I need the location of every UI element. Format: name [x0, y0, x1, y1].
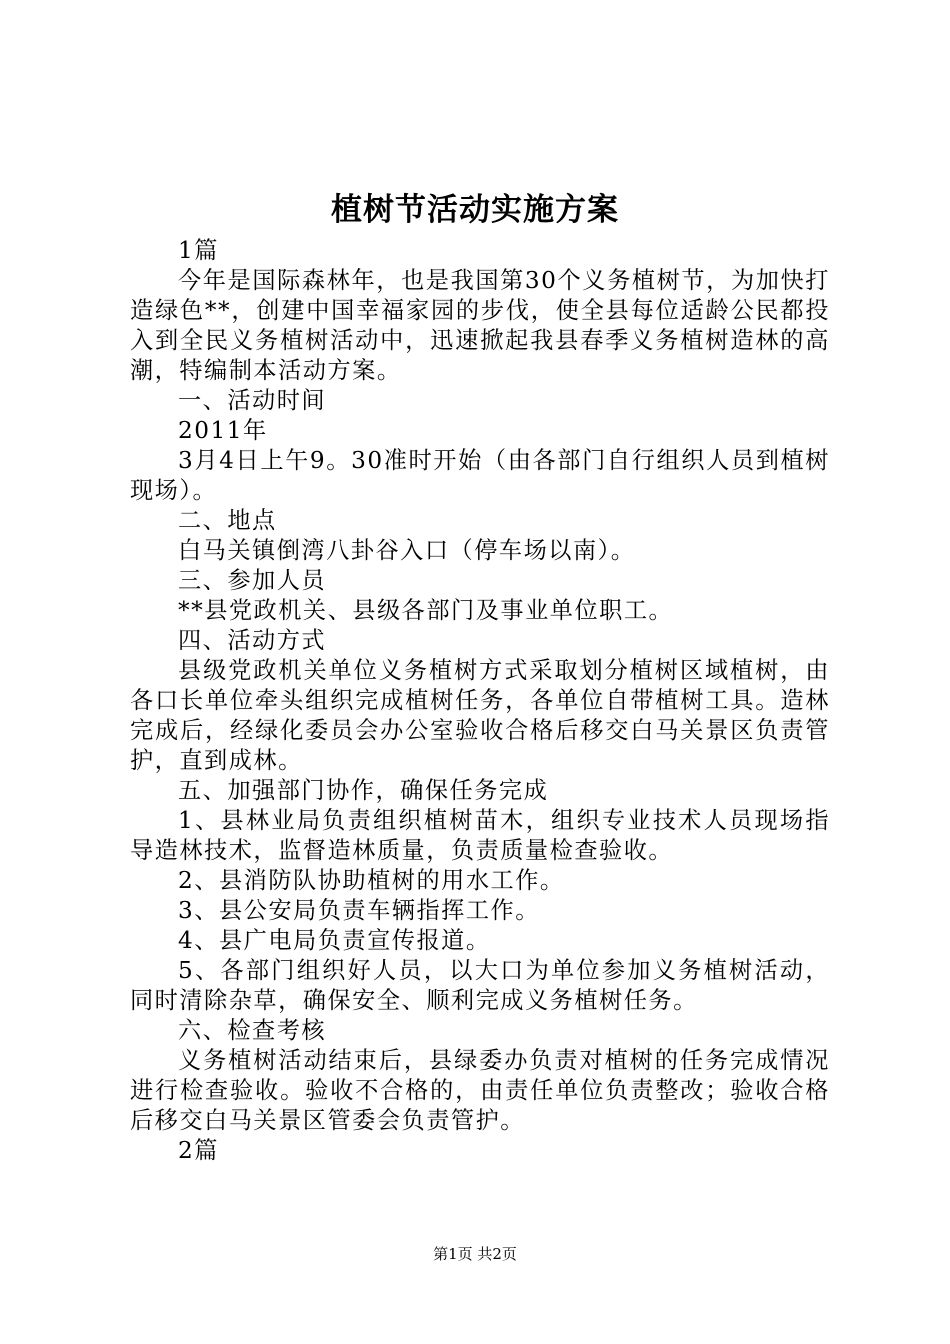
list-item-fire-brigade: 2、县消防队协助植树的用水工作。: [178, 867, 565, 894]
paragraph-activity-method: 县级党政机关单位义务植树方式采取划分植树区域植树，由各口长单位牵头组织完成植树任务，各单位自带植树工具。造林完成后，经绿化委员会办公室验收合格后移交白马关景区负责管护，直到成林。: [130, 657, 830, 774]
page-footer: 第1页 共2页: [433, 1245, 517, 1263]
paragraph-year: 2011年: [178, 417, 268, 444]
heading-cooperation: 五、加强部门协作，确保任务完成: [178, 777, 549, 804]
paragraph-intro: 今年是国际森林年，也是我国第30个义务植树节，为加快打造绿色**，创建中国幸福家园的步伐，使全县每位适龄公民都投入到全民义务植树活动中，迅速掀起我县春季义务植树造林的高潮，特编制本活动方案。: [130, 267, 830, 384]
paragraph-part-1-label: 1篇: [178, 237, 219, 264]
list-item-forestry-bureau: 1、县林业局负责组织植树苗木，组织专业技术人员现场指导造林技术，监督造林质量，负责质量检查验收。: [130, 807, 830, 864]
list-item-departments: 5、各部门组织好人员，以大口为单位参加义务植树活动，同时清除杂草，确保安全、顺利完成义务植树任务。: [130, 957, 830, 1014]
heading-activity-method: 四、活动方式: [178, 627, 327, 654]
heading-activity-time: 一、活动时间: [178, 387, 327, 414]
paragraph-location: 白马关镇倒湾八卦谷入口（停车场以南）。: [178, 537, 636, 564]
heading-location: 二、地点: [178, 507, 277, 534]
document-title: 植树节活动实施方案: [331, 192, 619, 228]
paragraph-part-2-label: 2篇: [178, 1137, 219, 1164]
paragraph-inspection: 义务植树活动结束后，县绿委办负责对植树的任务完成情况进行检查验收。验收不合格的，由责任单位负责整改；验收合格后移交白马关景区管委会负责管护。: [130, 1047, 830, 1134]
paragraph-date-time: 3月4日上午9。30准时开始（由各部门自行组织人员到植树现场）。: [130, 447, 830, 504]
document-body: [130, 236, 830, 1166]
heading-participants: 三、参加人员: [178, 567, 327, 594]
list-item-broadcasting: 4、县广电局负责宣传报道。: [178, 927, 491, 954]
heading-inspection: 六、检查考核: [178, 1017, 327, 1044]
paragraph-participants: **县党政机关、县级各部门及事业单位职工。: [178, 597, 674, 624]
list-item-public-security: 3、县公安局负责车辆指挥工作。: [178, 897, 540, 924]
